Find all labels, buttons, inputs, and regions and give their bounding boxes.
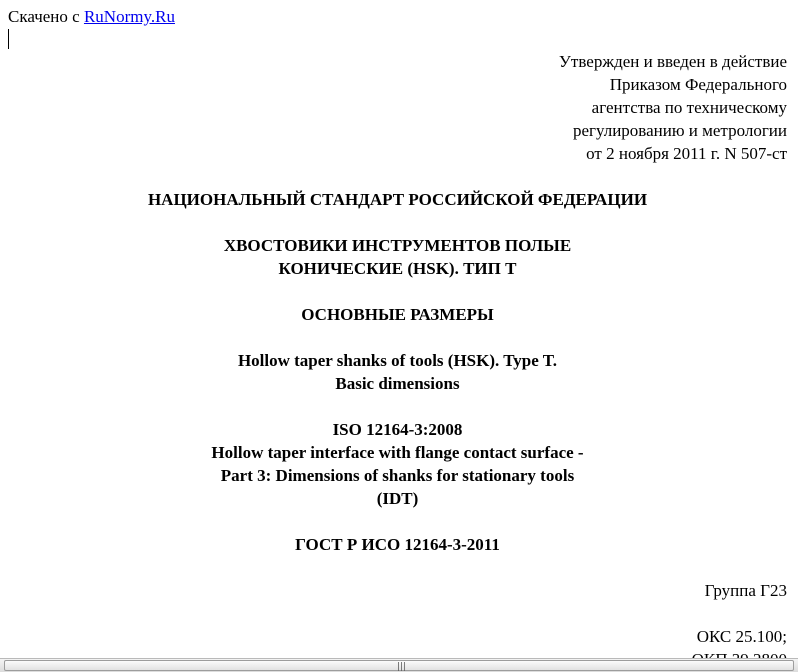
title-ru-line: ХВОСТОВИКИ ИНСТРУМЕНТОВ ПОЛЫЕ bbox=[223, 236, 572, 255]
title-en-line: Hollow taper shanks of tools (HSK). Type T. bbox=[237, 351, 558, 370]
iso-line: Hollow taper interface with flange contact surface - bbox=[211, 443, 584, 462]
source-prefix: Скачено с bbox=[8, 7, 84, 26]
approval-line: от 2 ноября 2011 г. N 507-ст bbox=[586, 144, 787, 163]
approval-line: Утвержден и введен в действие bbox=[558, 52, 787, 71]
source-line bbox=[8, 5, 175, 28]
oks-code: ОКС 25.100; bbox=[696, 627, 787, 646]
gost-number: ГОСТ Р ИСО 12164-3-2011 bbox=[295, 535, 500, 554]
iso-line: Part 3: Dimensions of shanks for stationary tools bbox=[220, 466, 575, 485]
title-ru-line: КОНИЧЕСКИЕ (HSK). ТИП Т bbox=[278, 259, 517, 278]
title-en-line: Basic dimensions bbox=[335, 374, 460, 393]
source-link[interactable]: RuNormy.Ru bbox=[83, 7, 175, 26]
subtitle-ru: ОСНОВНЫЕ РАЗМЕРЫ bbox=[301, 305, 494, 324]
scrollbar-grip-icon: ||| bbox=[397, 662, 407, 672]
approval-line: Приказом Федерального bbox=[609, 75, 787, 94]
iso-line: ISO 12164-3:2008 bbox=[332, 420, 463, 439]
group-code: Группа Г23 bbox=[704, 581, 787, 600]
text-cursor bbox=[8, 29, 9, 49]
approval-line: агентства по техническому bbox=[591, 98, 787, 117]
approval-line: регулированию и метрологии bbox=[572, 121, 787, 140]
horizontal-scrollbar[interactable] bbox=[0, 658, 798, 672]
standard-header: НАЦИОНАЛЬНЫЙ СТАНДАРТ РОССИЙСКОЙ ФЕДЕРАЦИИ bbox=[147, 190, 648, 209]
iso-line: (IDT) bbox=[376, 489, 419, 508]
scrollbar-thumb[interactable] bbox=[4, 660, 794, 671]
